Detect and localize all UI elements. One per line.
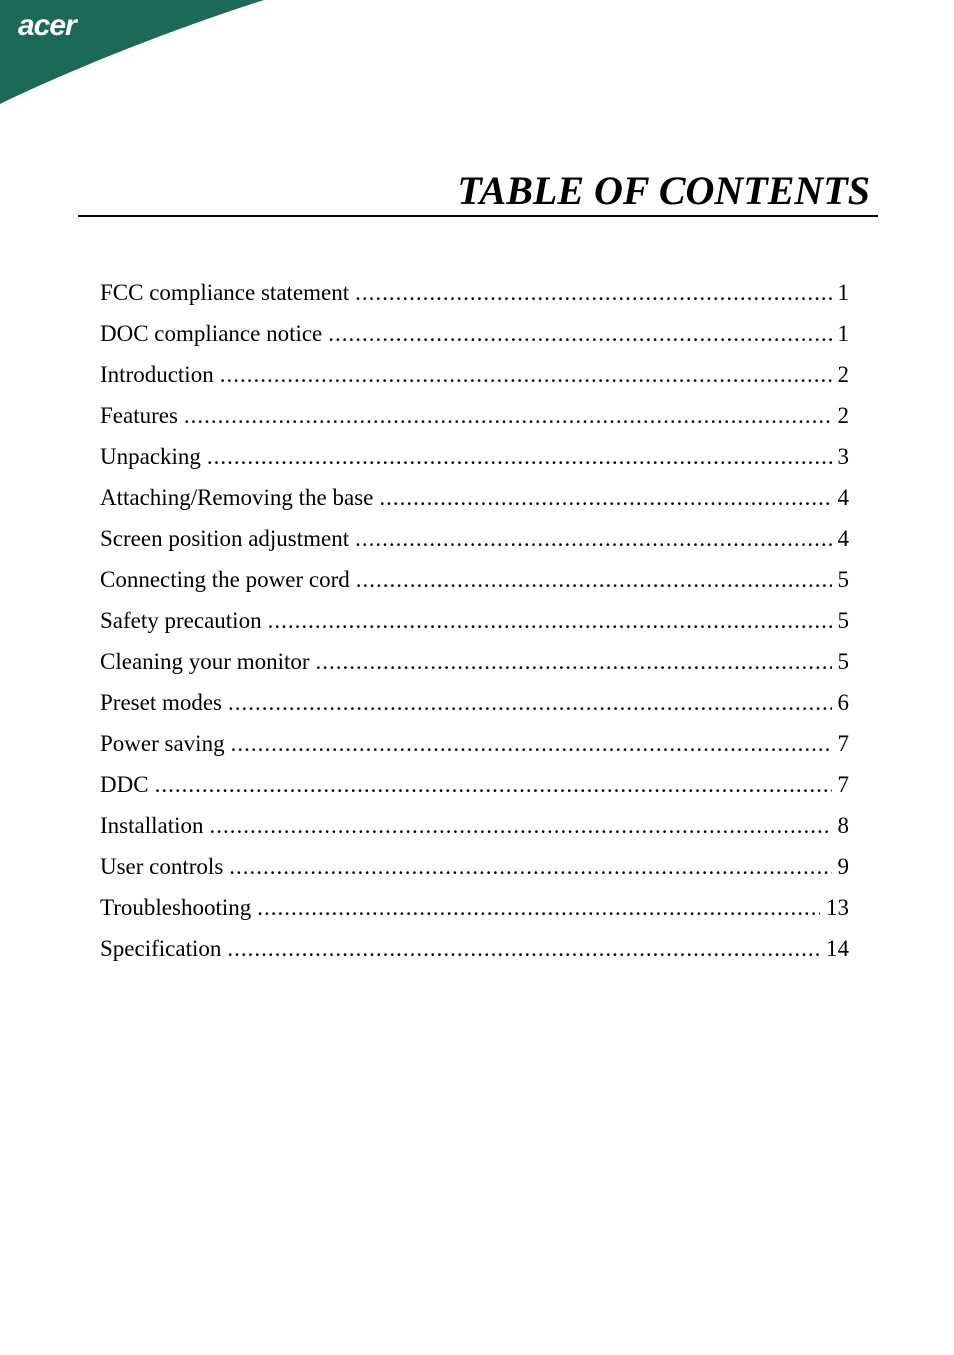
- toc-entry[interactable]: [100, 440, 849, 481]
- toc-entry[interactable]: [100, 850, 849, 891]
- toc-entry-page: 9: [837, 854, 849, 879]
- toc-entry-label: DDC: [100, 772, 149, 797]
- toc-entry-label: Features: [100, 403, 178, 428]
- toc-entry-label: FCC compliance statement: [100, 280, 350, 305]
- toc-entry-label: Unpacking: [100, 444, 201, 469]
- toc-entry-page: 5: [837, 567, 849, 592]
- toc-entry-page: 1: [837, 321, 849, 346]
- toc-entry[interactable]: [100, 768, 849, 809]
- toc-entry[interactable]: [100, 276, 849, 317]
- toc-leader-dots: [229, 850, 831, 884]
- toc-entry[interactable]: [100, 686, 849, 727]
- page-title: TABLE OF CONTENTS: [457, 168, 870, 213]
- toc-entry-page: 2: [837, 403, 849, 428]
- toc-leader-dots: [328, 317, 831, 351]
- toc-entry[interactable]: [100, 727, 849, 768]
- toc-entry-label: Cleaning your monitor: [100, 649, 310, 674]
- toc-entry[interactable]: [100, 891, 849, 932]
- toc-entry-page: 8: [837, 813, 849, 838]
- table-of-contents: [100, 276, 849, 973]
- toc-entry[interactable]: [100, 358, 849, 399]
- toc-leader-dots: [356, 563, 832, 597]
- toc-entry-page: 6: [837, 690, 849, 715]
- toc-leader-dots: [355, 276, 831, 310]
- toc-entry[interactable]: [100, 317, 849, 358]
- toc-entry[interactable]: [100, 809, 849, 850]
- toc-entry-label: User controls: [100, 854, 224, 879]
- toc-leader-dots: [227, 932, 820, 966]
- toc-entry-page: 14: [826, 936, 849, 961]
- toc-entry-label: Safety precaution: [100, 608, 262, 633]
- toc-entry-label: Introduction: [100, 362, 214, 387]
- toc-entry[interactable]: [100, 932, 849, 973]
- toc-entry[interactable]: [100, 604, 849, 645]
- toc-entry-label: Screen position adjustment: [100, 526, 350, 551]
- toc-entry[interactable]: [100, 481, 849, 522]
- toc-leader-dots: [209, 809, 831, 843]
- toc-entry-label: Preset modes: [100, 690, 223, 715]
- toc-entry-label: Connecting the power cord: [100, 567, 350, 592]
- toc-entry-label: Installation: [100, 813, 204, 838]
- toc-entry-page: 13: [826, 895, 849, 920]
- toc-leader-dots: [355, 522, 831, 556]
- toc-entry[interactable]: [100, 522, 849, 563]
- toc-entry-page: 4: [837, 526, 849, 551]
- toc-leader-dots: [379, 481, 831, 515]
- toc-entry-label: Attaching/Removing the base: [100, 485, 374, 510]
- toc-leader-dots: [268, 604, 832, 638]
- toc-entry-page: 5: [837, 608, 849, 633]
- toc-entry-label: Specification: [100, 936, 222, 961]
- acer-logo: acer: [18, 9, 76, 42]
- title-divider: [78, 215, 878, 217]
- toc-leader-dots: [184, 399, 832, 433]
- toc-entry-page: 5: [837, 649, 849, 674]
- toc-leader-dots: [257, 891, 820, 925]
- toc-entry-page: 2: [837, 362, 849, 387]
- toc-entry-label: Troubleshooting: [100, 895, 252, 920]
- toc-leader-dots: [231, 727, 832, 761]
- toc-leader-dots: [228, 686, 831, 720]
- toc-entry-page: 1: [837, 280, 849, 305]
- toc-entry-label: DOC compliance notice: [100, 321, 323, 346]
- toc-entry-page: 3: [837, 444, 849, 469]
- toc-entry[interactable]: [100, 399, 849, 440]
- toc-entry-page: 7: [837, 772, 849, 797]
- toc-leader-dots: [316, 645, 832, 679]
- toc-entry[interactable]: [100, 645, 849, 686]
- toc-entry-label: Power saving: [100, 731, 225, 756]
- toc-leader-dots: [155, 768, 832, 802]
- toc-leader-dots: [207, 440, 832, 474]
- toc-entry-page: 4: [837, 485, 849, 510]
- toc-entry-page: 7: [837, 731, 849, 756]
- toc-entry[interactable]: [100, 563, 849, 604]
- toc-leader-dots: [220, 358, 832, 392]
